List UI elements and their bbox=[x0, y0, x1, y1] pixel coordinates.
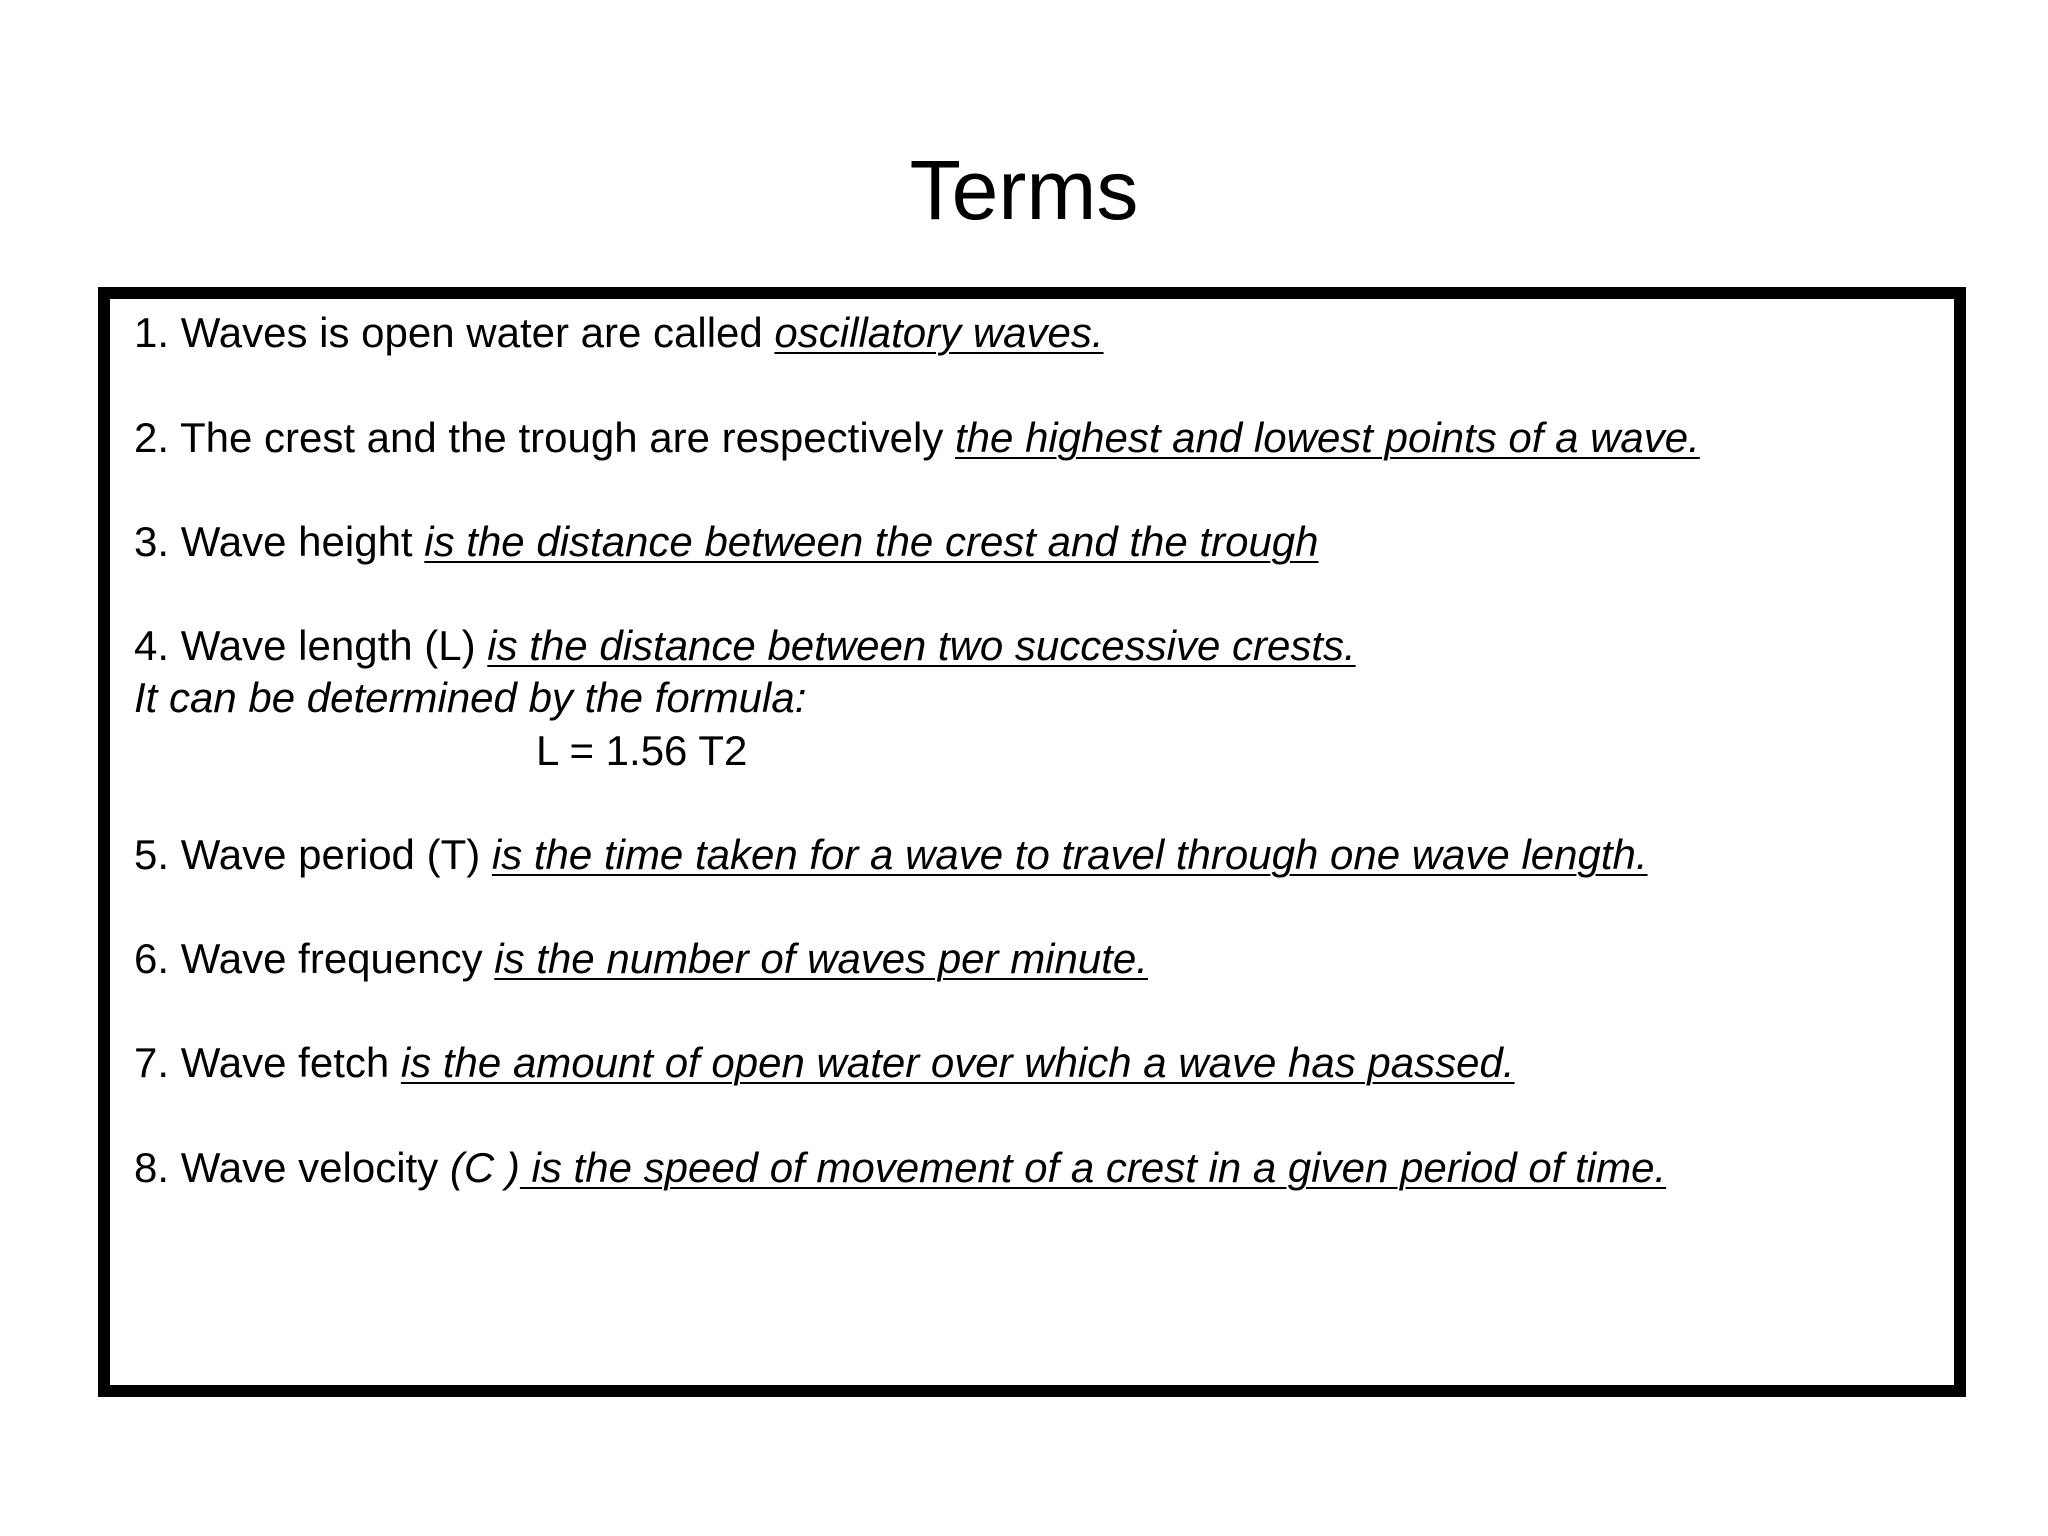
formula-note: It can be determined by the formula: bbox=[134, 674, 807, 721]
term-5-definition: is the time taken for a wave to travel through one wave length. bbox=[491, 831, 1648, 878]
term-4-prefix: 4. Wave length (L) bbox=[134, 622, 488, 669]
term-7-prefix: 7. Wave fetch bbox=[134, 1039, 401, 1086]
term-8-prefix: 8. Wave velocity bbox=[134, 1144, 450, 1191]
page-title: Terms bbox=[909, 143, 1139, 237]
formula: L = 1.56 T2 bbox=[536, 727, 748, 774]
term-7 bbox=[134, 1037, 1515, 1089]
term-7-definition: is the amount of open water over which a wave has passed. bbox=[400, 1039, 1515, 1086]
term-4-definition: is the distance between two successive crests. bbox=[487, 622, 1356, 669]
term-2 bbox=[134, 412, 1700, 464]
term-3-definition: is the distance between the crest and the trough bbox=[424, 518, 1319, 565]
term-5-prefix: 5. Wave period (T) bbox=[134, 831, 492, 878]
term-8-symbol: (C ) bbox=[449, 1144, 520, 1191]
term-2-definition: the highest and lowest points of a wave. bbox=[955, 414, 1700, 461]
term-6-definition: is the number of waves per minute. bbox=[494, 935, 1148, 982]
term-1-prefix: 1. Waves is open water are called bbox=[134, 309, 775, 356]
term-6 bbox=[134, 933, 1148, 985]
term-8-definition: is the speed of movement of a crest in a given period of time. bbox=[519, 1144, 1667, 1191]
term-5 bbox=[134, 829, 1648, 881]
term-1-definition: oscillatory waves. bbox=[774, 309, 1104, 356]
term-6-prefix: 6. Wave frequency bbox=[134, 935, 495, 982]
terms-box bbox=[98, 287, 1966, 1397]
term-4 bbox=[134, 620, 1356, 672]
term-3-prefix: 3. Wave height bbox=[134, 518, 425, 565]
term-1 bbox=[134, 307, 1104, 359]
term-2-prefix: 2. The crest and the trough are respectively bbox=[134, 414, 956, 461]
term-3 bbox=[134, 516, 1319, 568]
term-8 bbox=[134, 1142, 1666, 1194]
